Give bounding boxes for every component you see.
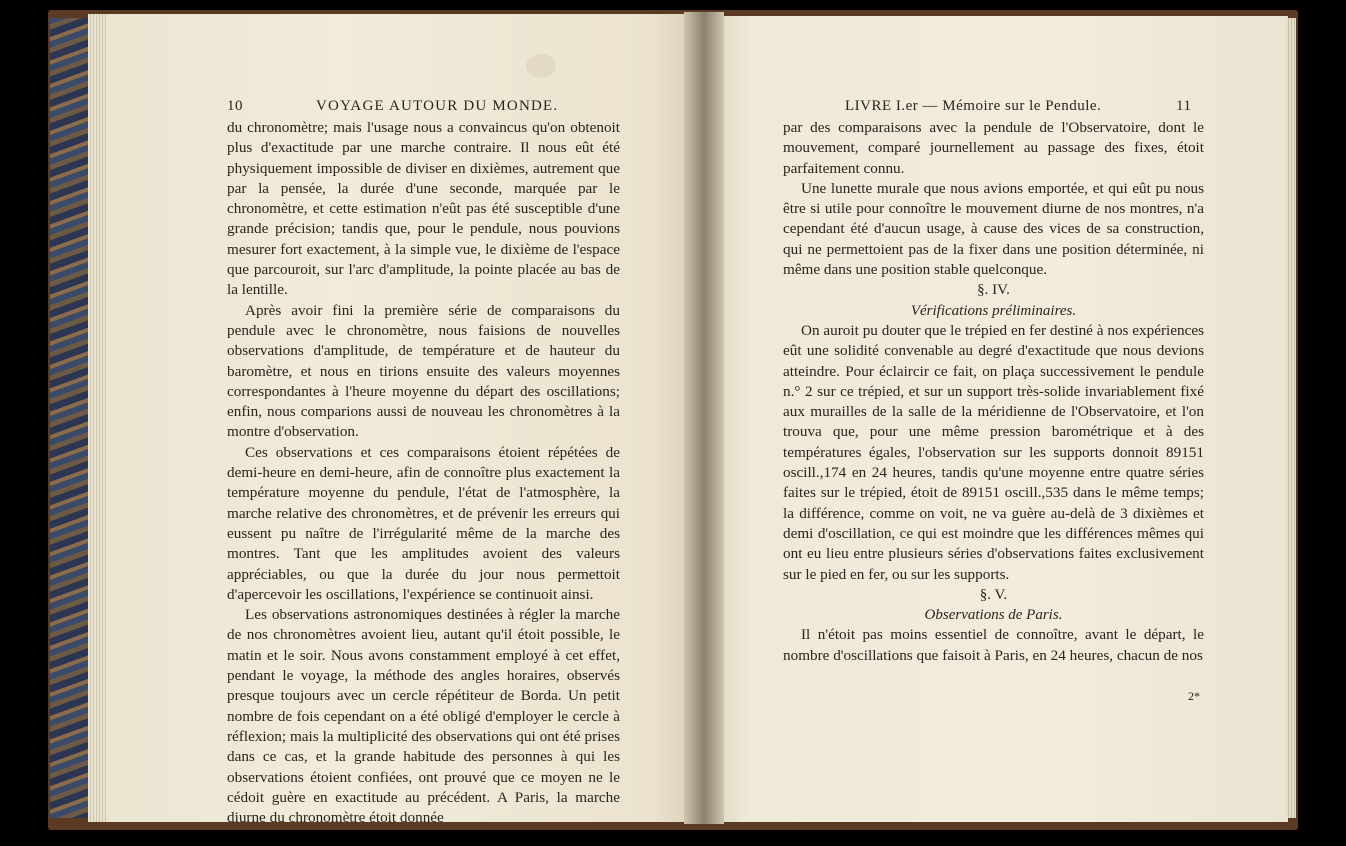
paragraph: Une lunette murale que nous avions emportée, et qui eût pu nous être si utile pour connoître le mouvement diurne de nos montres, n'a cependant été d'aucun usage, à cause des vices de sa construction, qui ne permettoient pas de la fixer dans une position déterminée, ni même dans une position stable quelconque. (783, 179, 1204, 279)
paragraph: Il n'étoit pas moins essentiel de connoître, avant le départ, le nombre d'oscillations que faisoit à Paris, en 24 heures, chacun de nos (783, 626, 1204, 664)
left-page-number: 10 (227, 98, 243, 114)
signature-mark: 2* (1188, 689, 1200, 703)
right-running-head: LIVRE I.er — Mémoire sur le Pendule. (845, 98, 1102, 114)
paragraph: Après avoir fini la première série de comparaisons du pendule avec le chronomètre, nous faisions de nouvelles observations d'amplitude, de température et de hauteur du baromètre, et nous en tirions ensuite des valeurs moyennes correspondantes à l'heure moyenne du départ des oscillations; enfin, nous comparions aussi de nouveau les chronomètres à la montre d'observation. (227, 301, 620, 441)
paragraph: par des comparaisons avec la pendule de l'Observatoire, dont le mouvement, comparé journellement au passage des fixes, étoit parfaitement connu. (783, 119, 1204, 177)
left-running-head: VOYAGE AUTOUR DU MONDE. (316, 98, 559, 114)
paper-stain (526, 54, 556, 78)
section-number: §. IV. (977, 282, 1010, 299)
right-page-body (783, 118, 1204, 666)
section-title: Vérifications préliminaires. (910, 302, 1077, 319)
paragraph: On auroit pu douter que le trépied en fer destiné à nos expériences eût une solidité convenable au degré d'exactitude que nous devions atteindre. Pour éclaircir ce fait, on plaça successivement le pendule n.° 2 sur ce trépied, et sur un support très-solide invariablement fixé aux murailles de la salle de la méridienne de l'Observatoire, et l'on trouva que, pour une même pression barométrique et à des températures égales, l'observation sur les supports donnoit 89151 oscill.,174 en 24 heures, tandis qu'une moyenne entre quatre séries faites sur le trépied, étoit de 89151 oscill.,535 dans le même temps; la différence, comme on voit, ne va guère au-delà de 3 dixièmes et demi d'oscillation, ce qui est moindre que les différences mêmes qui ont eu lieu entre plusieurs séries d'observations faites exclusivement sur le pied en fer, ou sur les supports. (783, 321, 1204, 583)
paragraph: Ces observations et ces comparaisons étoient répétées de demi-heure en demi-heure, afin de connoître plus exactement la température moyenne du pendule, l'état de l'atmosphère, la marche relative des chronomètres, et de prévenir les erreurs qui eussent pu naître de l'irrégularité même de la marche des montres. Tant que les amplitudes avoient des valeurs appréciables, ou que la durée du jour nous permettoit d'apercevoir les oscillations, l'expérience se continuoit ainsi. (227, 443, 620, 603)
section-number: §. V. (979, 586, 1008, 603)
section-title: Observations de Paris. (924, 607, 1063, 624)
book-gutter (684, 12, 724, 824)
page-edges-right (1286, 18, 1296, 818)
right-page-number: 11 (1176, 98, 1192, 114)
paragraph: Les observations astronomiques destinées à régler la marche de nos chronomètres avoient lieu, autant qu'il étoit possible, le matin et le soir. Nous avons constamment employé à cet effet, pendant le voyage, la méthode des angles horaires, observés presque toujours avec un cercle répétiteur de Borda. Un petit nombre de fois cependant on a été obligé d'employer le cercle à réflexion; mais la multiplicité des observations qui ont été prises dans ce cas, et la grande habitude des personnes à qui les observations étoient confiées, ont prouvé que ce moyen ne le cédoit guère en exactitude au précédent. A Paris, la marche diurne du chronomètre étoit donnée (227, 606, 620, 827)
left-page-body (227, 118, 620, 828)
paragraph: du chronomètre; mais l'usage nous a convaincus qu'on obtenoit plus d'exactitude par une marche contraire. Il nous eût été physiquement impossible de diviser en dixièmes, autrement que par la pensée, la durée d'une seconde, marquée par le chronomètre, et cette estimation n'eût pas été susceptible d'une grande précision; tandis que, pour le pendule, nous pouvions mesurer fort exactement, à la simple vue, le dixième de l'espace que parcouroit, sur l'arc d'amplitude, la pointe placée au bas de la lentille. (227, 119, 620, 299)
